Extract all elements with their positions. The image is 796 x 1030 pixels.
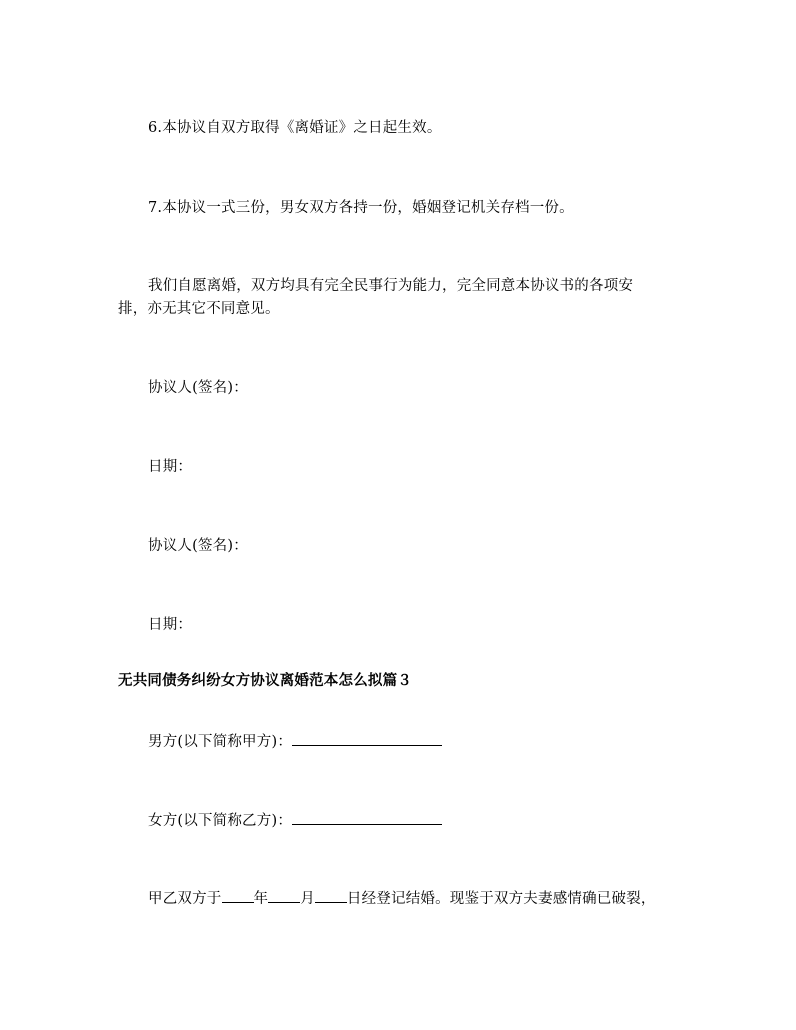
year-unit: 年: [253, 891, 269, 907]
clause-7: 7.本协议一式三份，男女双方各持一份，婚姻登记机关存档一份。: [148, 200, 574, 216]
year-blank: [222, 888, 254, 903]
signer-1-label: 协议人(签名)：: [148, 380, 248, 396]
female-party-line: [148, 810, 442, 831]
section-heading: 无共同债务纠纷女方协议离婚范本怎么拟篇３: [118, 673, 412, 689]
male-party-line: [148, 731, 442, 752]
clause-6: 6.本协议自双方取得《离婚证》之日起生效。: [148, 120, 442, 136]
month-blank: [268, 888, 300, 903]
date-2-label: 日期：: [148, 617, 193, 633]
female-party-label: 女方(以下简称乙方)：: [148, 813, 293, 829]
statement-line-1: 我们自愿离婚，双方均具有完全民事行为能力，完全同意本协议书的各项安: [148, 278, 634, 294]
marriage-suffix: 日经登记结婚。现鉴于双方夫妻感情确已破裂，: [346, 891, 656, 907]
marriage-line: [148, 888, 656, 909]
day-blank: [315, 888, 347, 903]
signer-2-label: 协议人(签名)：: [148, 538, 248, 554]
date-1-label: 日期：: [148, 459, 193, 475]
statement-line-2: 排，亦无其它不同意见。: [118, 301, 280, 317]
month-unit: 月: [300, 891, 315, 907]
female-party-blank: [292, 810, 442, 825]
male-party-label: 男方(以下简称甲方)：: [148, 734, 293, 750]
marriage-prefix: 甲乙双方于: [148, 891, 222, 907]
male-party-blank: [292, 731, 442, 746]
